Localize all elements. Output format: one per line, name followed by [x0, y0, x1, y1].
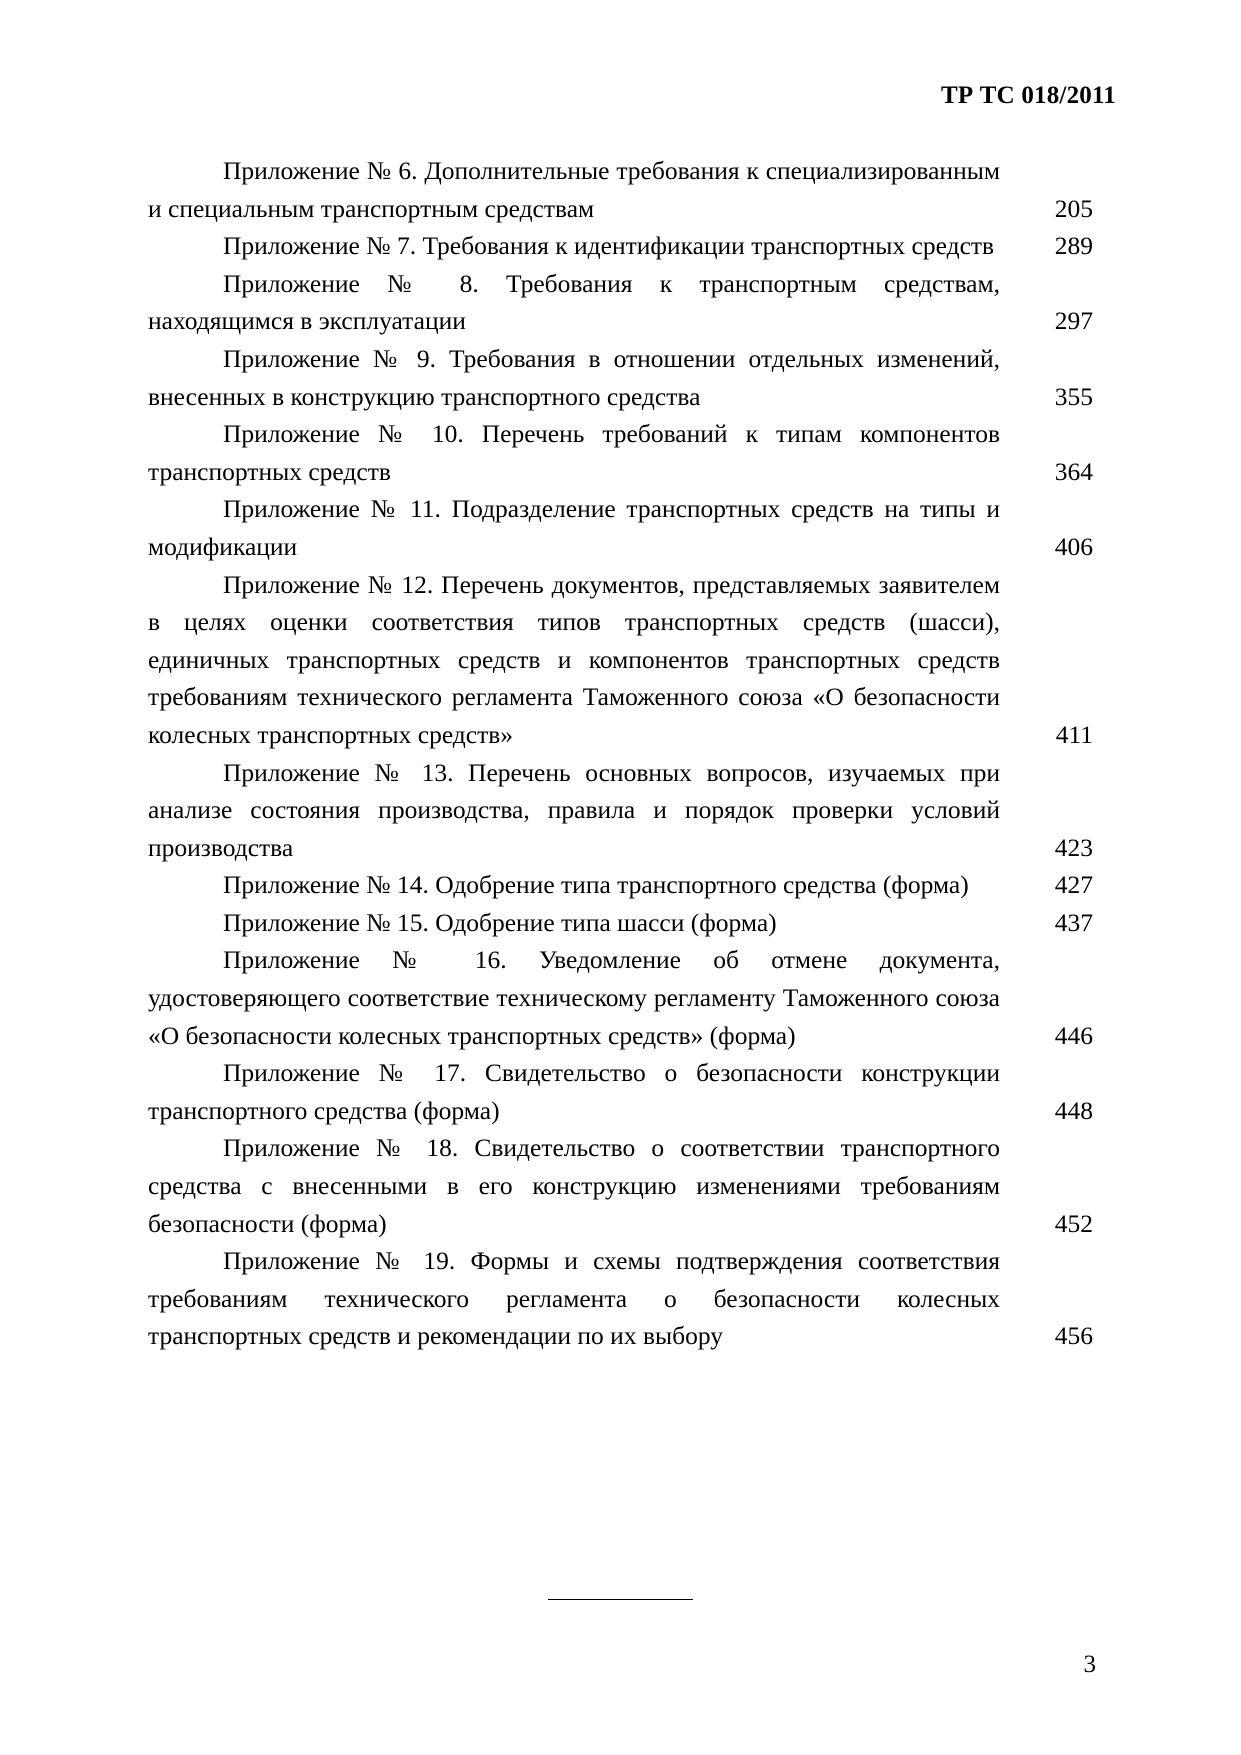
toc-entry-title: Приложение № 6. Дополнительные требования к специализированным и специальным транспортным средствам — [148, 156, 1000, 223]
toc-entry — [148, 941, 1093, 1054]
toc-entry-page: 289 — [1054, 231, 1093, 261]
toc-entry-page: 423 — [1054, 832, 1093, 862]
toc-entry-title: Приложение № 8. Требования к транспортным средствам, находящимся в эксплуатации — [148, 268, 1000, 336]
toc-entry — [148, 1054, 1093, 1129]
toc-entry — [148, 265, 1093, 340]
toc-entry-page: 355 — [1054, 381, 1093, 411]
toc-entry — [148, 152, 1093, 227]
toc-entry-page: 297 — [1054, 306, 1093, 336]
toc-entry — [148, 1129, 1093, 1242]
toc-entry-page: 411 — [1055, 719, 1093, 749]
page-number: 3 — [1083, 1651, 1096, 1678]
toc-entry-page: 452 — [1054, 1208, 1093, 1238]
toc-entry-title: Приложение № 14. Одобрение типа транспортного средства (форма) — [223, 870, 969, 900]
toc-entry-title: Приложение № 17. Свидетельство о безопасности конструкции транспортного средства (форма) — [148, 1058, 1000, 1125]
toc-entry-page: 205 — [1054, 193, 1093, 223]
toc-entry-title: Приложение № 10. Перечень требований к типам компонентов транспортных средств — [148, 419, 1000, 486]
toc-entry-title: Приложение № 16. Уведомление об отмене документа, удостоверяющего соответствие техническому регламенту Таможенного союза «О безопасности колесных транспортных средств» (форма) — [148, 945, 1000, 1050]
table-of-contents — [148, 152, 1093, 1355]
document-code: ТР ТС 018/2011 — [940, 82, 1116, 109]
toc-entry-title: Приложение № 9. Требования в отношении отдельных изменений, внесенных в конструкцию транспортного средства — [148, 343, 1000, 411]
toc-entry — [148, 904, 1093, 942]
toc-entry-title: Приложение № 7. Требования к идентификации транспортных средств — [223, 231, 995, 261]
toc-entry-title: Приложение № 11. Подразделение транспортных средств на типы и модификации — [148, 494, 1000, 561]
toc-entry — [148, 415, 1093, 490]
toc-entry-title: Приложение № 13. Перечень основных вопросов, изучаемых при анализе состояния производства, правила и порядок проверки условий производства — [148, 757, 1000, 862]
separator-line — [548, 1599, 693, 1600]
toc-entry-title: Приложение № 12. Перечень документов, представляемых заявителем в целях оценки соответствия типов транспортных средств (шасси), единичных транспортных средств и компонентов транспортных средств требованиям технического регламента Таможенного союза «О безопасности колесных транспортных средств» — [148, 569, 1000, 749]
toc-entry — [148, 490, 1093, 565]
toc-entry — [148, 566, 1093, 754]
toc-entry-page: 427 — [1054, 870, 1093, 900]
toc-entry-page: 364 — [1054, 456, 1093, 486]
toc-entry-title: Приложение № 18. Свидетельство о соответствии транспортного средства с внесенными в его конструкцию изменениями требованиям безопасности (форма) — [148, 1133, 1000, 1238]
toc-entry-title: Приложение № 15. Одобрение типа шасси (форма) — [223, 907, 777, 937]
toc-entry-page: 446 — [1054, 1020, 1093, 1050]
toc-entry-page: 456 — [1054, 1321, 1093, 1351]
toc-entry-page: 448 — [1054, 1095, 1093, 1125]
toc-entry-page: 437 — [1054, 907, 1093, 937]
toc-entry — [148, 340, 1093, 415]
toc-entry — [148, 1242, 1093, 1355]
toc-entry — [148, 866, 1093, 904]
toc-entry — [148, 227, 1093, 265]
toc-entry — [148, 754, 1093, 867]
toc-entry-title: Приложение № 19. Формы и схемы подтверждения соответствия требованиям технического регламента о безопасности колесных транспортных средств и рекомендации по их выбору — [148, 1246, 1000, 1351]
toc-entry-page: 406 — [1054, 531, 1093, 561]
